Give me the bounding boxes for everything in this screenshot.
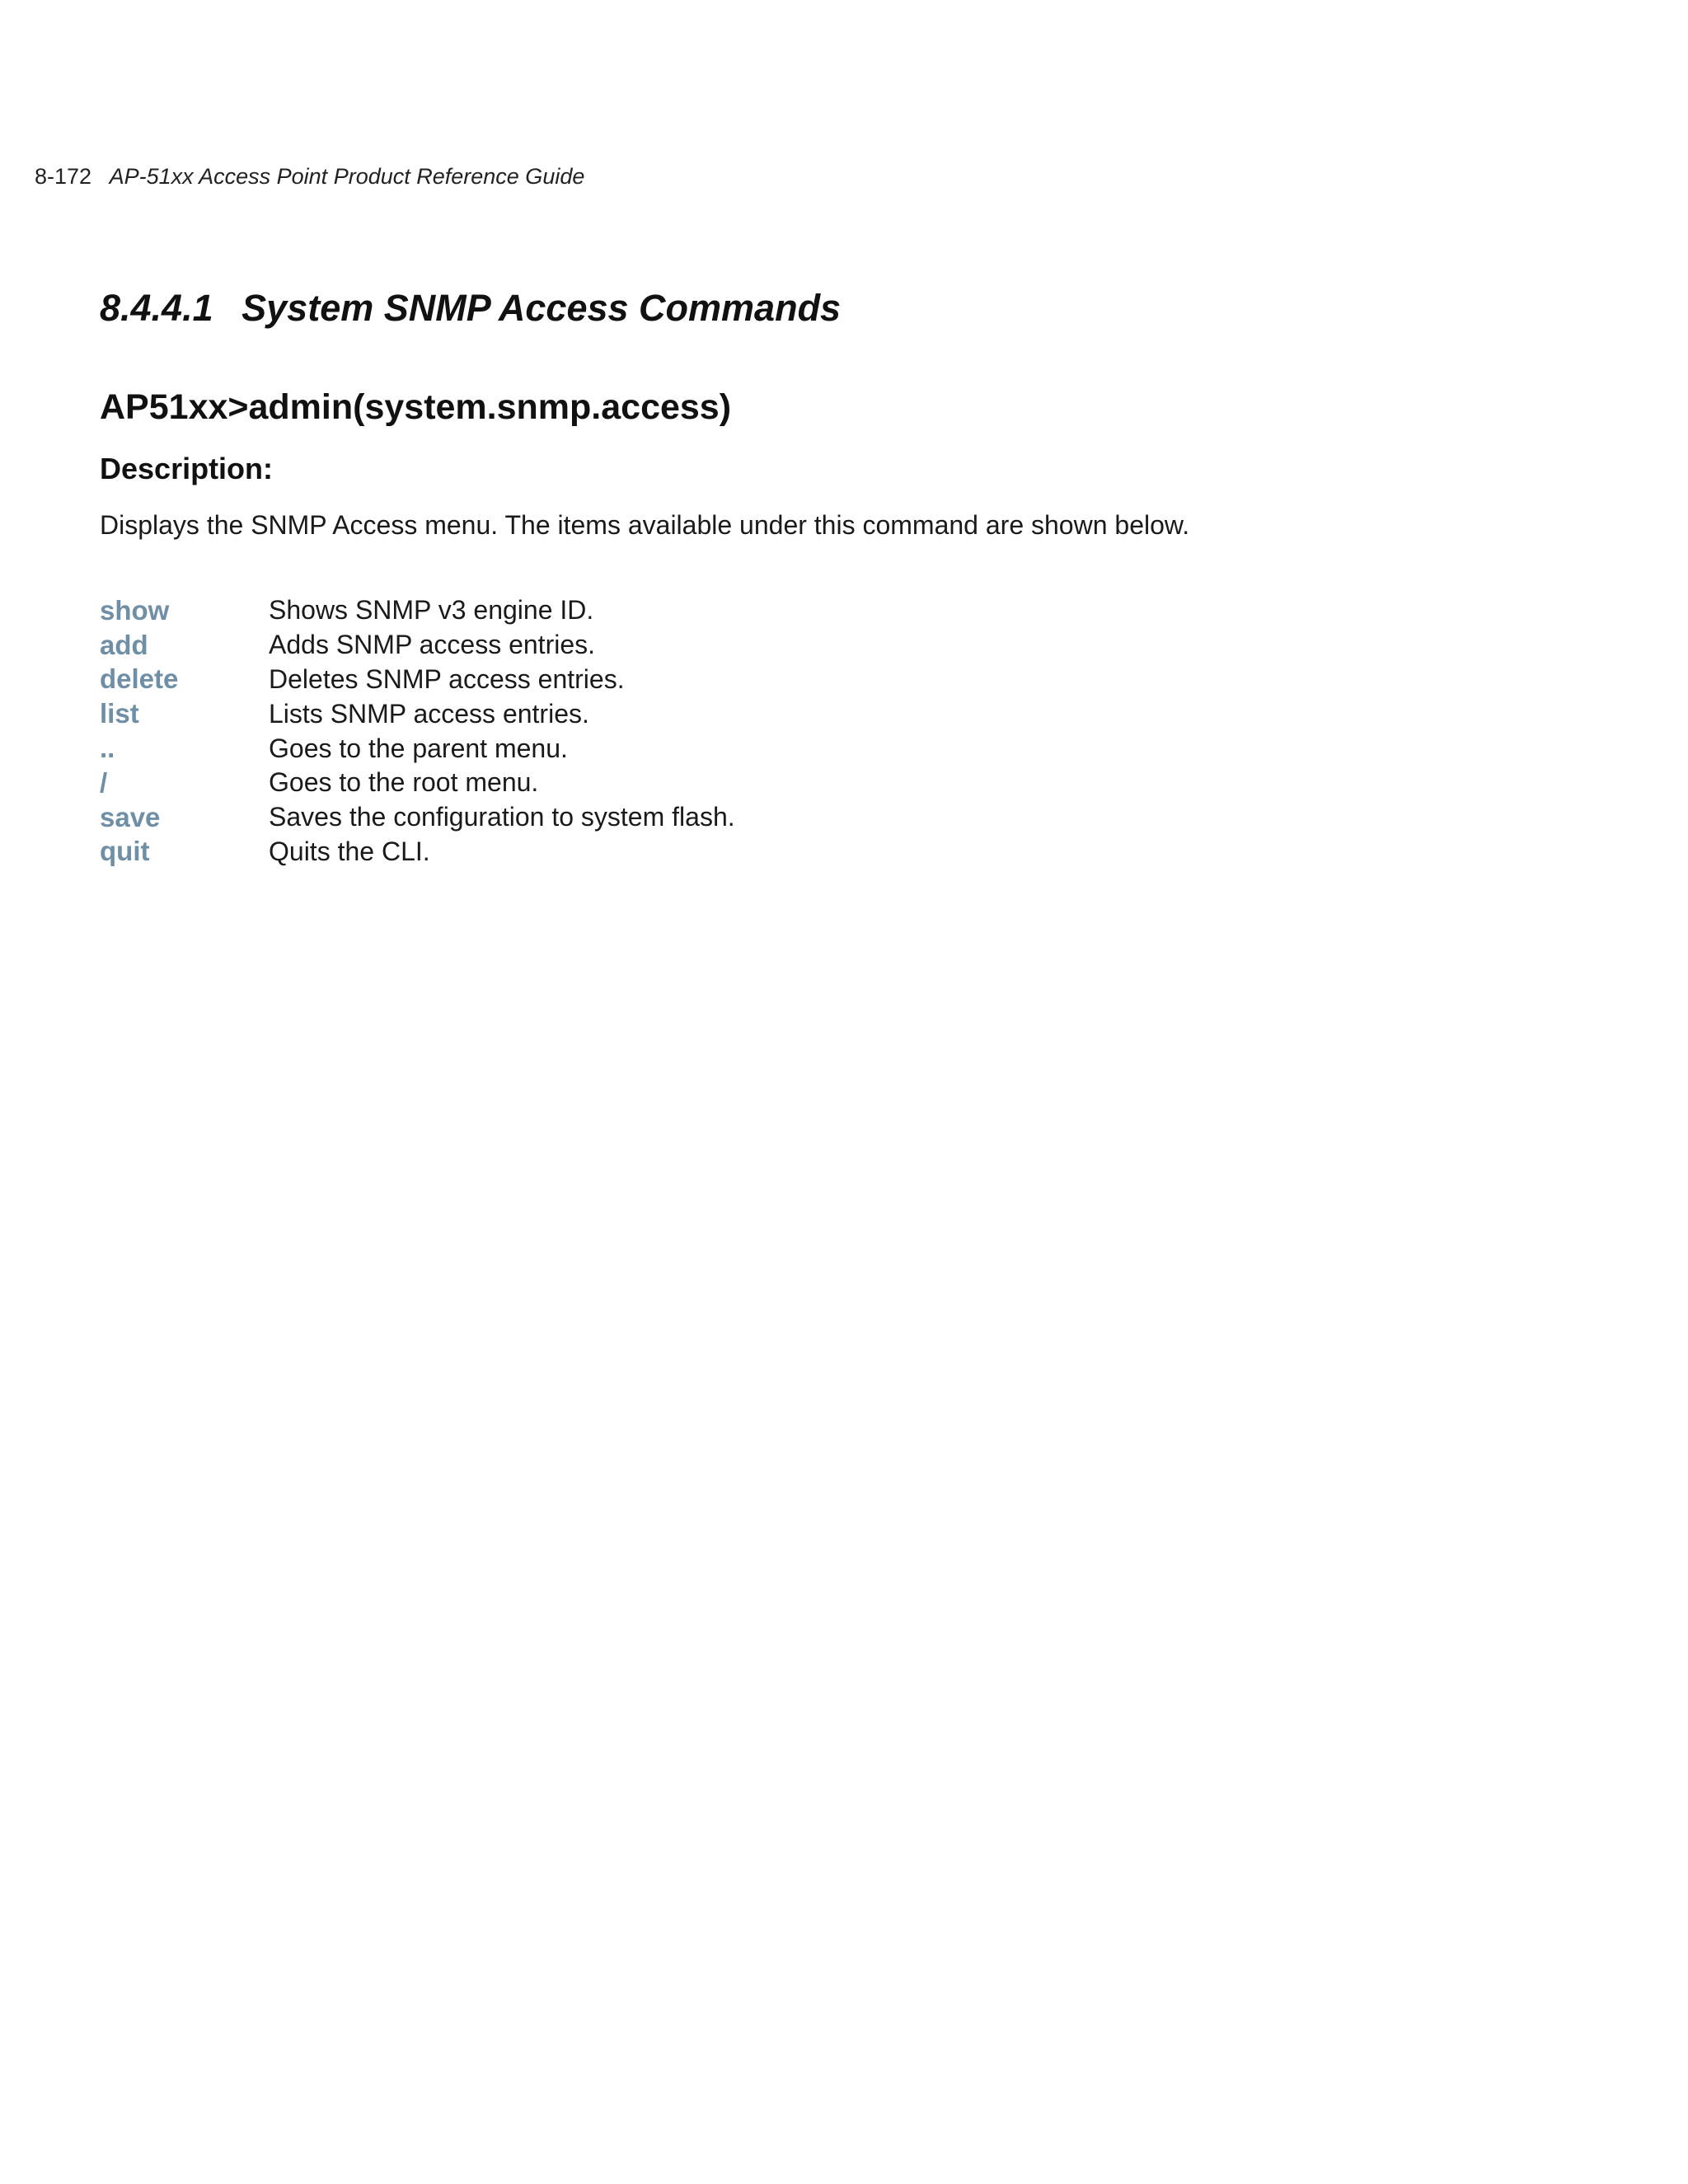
command-description: Adds SNMP access entries. [269, 630, 596, 660]
description-label: Description: [100, 452, 274, 485]
guide-title: AP-51xx Access Point Product Reference Guide [109, 164, 585, 189]
command-description: Goes to the parent menu. [269, 733, 568, 763]
command-name: .. [100, 733, 115, 764]
command-name: delete [100, 663, 179, 695]
command-row-parent [100, 731, 735, 766]
command-name: save [100, 801, 161, 832]
section-title: System SNMP Access Commands [241, 287, 842, 329]
command-description: Deletes SNMP access entries. [269, 663, 625, 694]
command-description: Lists SNMP access entries. [269, 698, 589, 729]
command-row-add [100, 628, 735, 663]
command-description: Shows SNMP v3 engine ID. [269, 595, 594, 626]
running-header [35, 162, 584, 191]
section-heading [100, 285, 841, 331]
page-number: 8-172 [35, 164, 92, 189]
command-name: add [100, 629, 148, 660]
command-list [100, 593, 735, 869]
command-description: Goes to the root menu. [269, 767, 539, 798]
section-number: 8.4.4.1 [100, 287, 213, 329]
command-row-root [100, 766, 735, 800]
command-row-quit [100, 835, 735, 869]
command-row-show [100, 593, 735, 628]
command-row-save [100, 800, 735, 835]
command-description: Saves the configuration to system flash. [269, 802, 735, 832]
command-name: / [100, 766, 108, 798]
command-path-heading: AP51xx>admin(system.snmp.access) [100, 387, 732, 427]
command-name: list [100, 698, 139, 729]
description-text: Displays the SNMP Access menu. The items available under this command are shown below. [100, 510, 1190, 540]
command-name: quit [100, 836, 150, 867]
command-row-delete [100, 663, 735, 697]
command-row-list [100, 696, 735, 731]
command-description: Quits the CLI. [269, 836, 430, 866]
command-name: show [100, 594, 170, 626]
